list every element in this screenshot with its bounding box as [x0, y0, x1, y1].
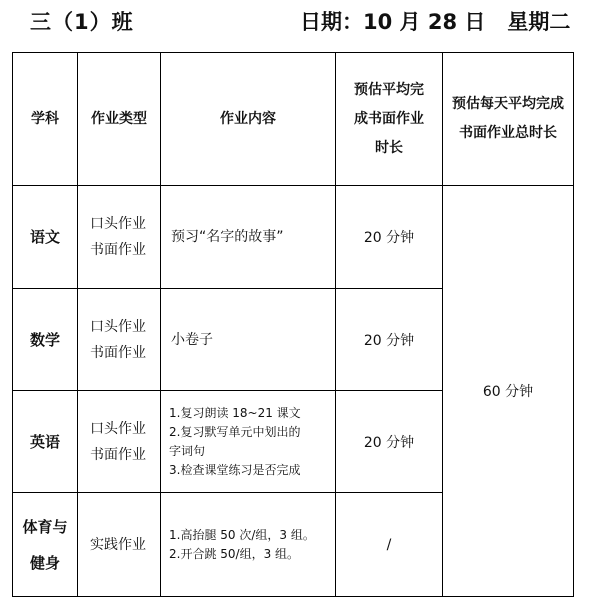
- col-content: 作业内容: [161, 53, 336, 186]
- content-line: 1.复习朗读 18~21 课文: [169, 405, 301, 420]
- col-avg-time: [336, 53, 443, 186]
- content-line: 2.开合跳 50/组，3 组。: [169, 546, 300, 561]
- type-item: 口头作业: [90, 318, 146, 335]
- subject-cell: 英语: [13, 391, 78, 493]
- table-header-row: [13, 53, 574, 186]
- col-daily-total-line: 预估每天平均完成: [452, 96, 564, 112]
- class-name: 三（1）班: [30, 10, 134, 34]
- avg-time-cell: 20 分钟: [336, 289, 443, 391]
- content-line: 2.复习默写单元中划出的: [169, 424, 301, 439]
- col-daily-total: [443, 53, 574, 186]
- content-line: 预习“名字的故事”: [171, 229, 284, 245]
- content-line: 1.高抬腿 50 次/组，3 组。: [169, 527, 315, 542]
- subject-cell: 语文: [13, 186, 78, 289]
- type-item: 口头作业: [90, 216, 146, 232]
- homework-table: [12, 52, 574, 597]
- col-type: 作业类型: [78, 53, 161, 186]
- subject-cell: 数学: [13, 289, 78, 391]
- type-item: 书面作业: [90, 446, 146, 463]
- content-cell: [161, 186, 336, 289]
- col-avg-time-line: 时长: [375, 139, 403, 156]
- subject-line: 健身: [29, 553, 60, 572]
- col-avg-time-line: 成书面作业: [354, 110, 424, 127]
- type-cell: [78, 391, 161, 493]
- type-cell: [78, 493, 161, 597]
- content-cell: [161, 493, 336, 597]
- date-label: 日期：10 月 28 日 星期二: [300, 10, 571, 34]
- type-item: 书面作业: [90, 242, 146, 258]
- col-avg-time-line: 预估平均完: [354, 81, 424, 98]
- content-cell: [161, 391, 336, 493]
- type-item: 口头作业: [90, 420, 146, 437]
- col-daily-total-line: 书面作业总时长: [459, 125, 557, 141]
- type-item: 实践作业: [90, 536, 146, 553]
- type-item: 书面作业: [90, 344, 146, 361]
- content-line: 字词句: [169, 443, 206, 458]
- type-cell: [78, 186, 161, 289]
- type-cell: [78, 289, 161, 391]
- daily-total-cell: 60 分钟: [443, 186, 574, 597]
- avg-time-cell: /: [336, 493, 443, 597]
- content-cell: [161, 289, 336, 391]
- subject-line: 体育与: [22, 517, 68, 536]
- avg-time-cell: 20 分钟: [336, 391, 443, 493]
- content-line: 小卷子: [171, 331, 213, 348]
- avg-time-cell: 20 分钟: [336, 186, 443, 289]
- subject-cell: [13, 493, 78, 597]
- table-row: [13, 186, 574, 289]
- col-subject: 学科: [13, 53, 78, 186]
- content-line: 3.检查课堂练习是否完成: [169, 462, 301, 477]
